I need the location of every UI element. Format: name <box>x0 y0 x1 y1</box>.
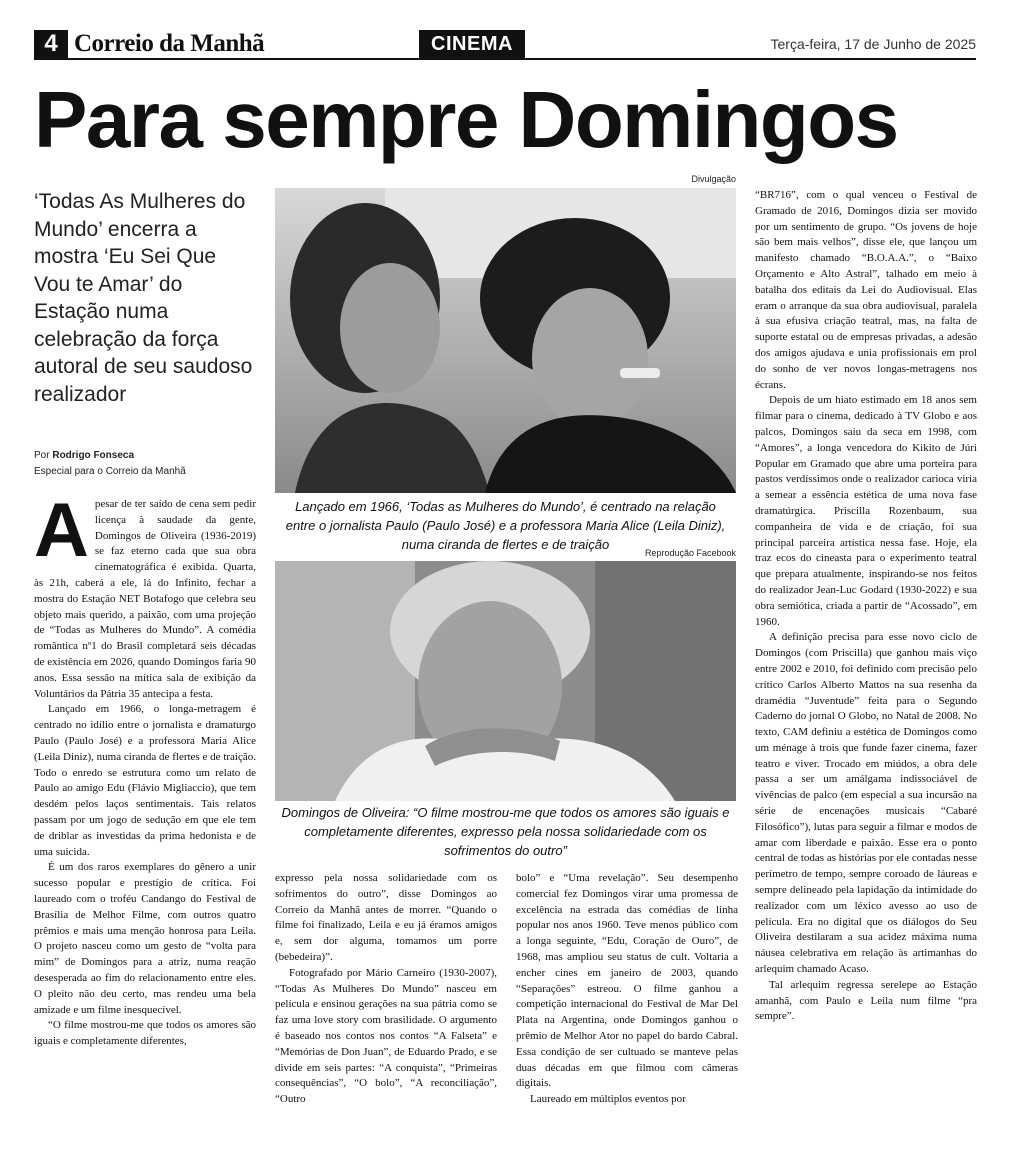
page-number: 4 <box>34 30 68 58</box>
article-paragraph: Lançado em 1966, o longa-metragem é centrado no idílio entre o jornalista e dramaturgo Paulo (Paulo José) e a professora Maria Alice (Leila Diniz), numa ciranda de flertes e de traição. Todo o enredo se estrutura como um relato de Paulo ao amigo Edu (Flávio Migliaccio), que tem desdém pelos laços sentimentais. Tais relatos passam por um jogo de sedução em que ele tem de driblar as investidas da prima hedonista e de uma suicida. <box>34 703 256 858</box>
photo-credit: Reprodução Facebook <box>644 548 736 558</box>
header-rule <box>34 58 976 60</box>
article-paragraph: Depois de um hiato estimado em 18 anos sem filmar para o cinema, dedicado à TV Globo e aos palcos, Domingos saiu da seca em 1998, com “Amores”, a longa vencedora do Kikito de Júri Popular em Gramado que abre uma porteira para pastos verdíssimos onde o realizador carioca viria a semear a essência estética de uma nova fase dramatúrgica. Priscilla Rozenbaum, sua companheira de vida e de criação, foi sua principal parceira artística nessa fase. Hoje, ela traz ecos do cineasta para o experimento teatral que prepara atualmente, inspirando-se nos feitos do realizador Jean-Luc Godard (1930-2022) e sua obra semiótica, criada a partir de “Acossado”, em 1960. <box>755 394 977 628</box>
film-still-image <box>275 188 736 493</box>
article-paragraph: bolo” e “Uma revelação”. Seu desempenho comercial fez Domingos virar uma promessa de excelência na estrada das comédias de linha popular nos anos 1960. Teve menos público com a longa seguinte, “Edu, Coração de Ouro”, de 1968, mas ampliou seu status de cult. Voltaria a encher cines em janeiro de 2003, quando “Separações” estreou. O filme ganhou a competição internacional do Festival de Mar Del Plata na Argentina, onde Domingos ganhou o prêmio de Melhor Ator no papel do bardo Cabral. Essa condição de ser cultuado se manteve pelas duas décadas em que filmou com câmeras digitais. <box>516 872 738 1090</box>
film-still-photo <box>275 188 736 493</box>
masthead: Correio da Manhã <box>74 30 265 57</box>
article-column-4 <box>755 188 977 1025</box>
article-paragraph: É um dos raros exemplares do gênero a unir sucesso popular e prestígio de crítica. Foi laureado com o troféu Candango do Festival de Brasília de Melhor Filme, com outros quatro prêmios e mais uma menção honrosa para Leila. O projeto nasceu como um gesto de “volta para mim” de Domingos para a atriz, numa reação desesperada ao fim do relacionamento entre eles. O pleito não deu certo, mas rendeu uma bela amizade e um filme inesquecível. <box>34 861 256 1016</box>
photo-caption: Domingos de Oliveira: “O filme mostrou-me que todos os amores são iguais e completamente diferentes, expresso pela nossa solidariedade com os sofrimentos do outro” <box>281 805 730 858</box>
byline-prefix: Por <box>34 450 50 461</box>
byline-author: Rodrigo Fonseca <box>52 450 135 461</box>
issue-date: Terça-feira, 17 de Junho de 2025 <box>770 36 976 52</box>
byline-affiliation: Especial para o Correio da Manhã <box>34 466 186 477</box>
byline-author-line <box>34 448 186 464</box>
article-paragraph: “BR716”, com o qual venceu o Festival de Gramado de 2016, Domingos dizia ser movido por um sentimento de grupo. “Os jovens de hoje são bem mais velhos”, disse ele, que lançou um manifesto chamado “B.O.A.A.”, o “Baixo Orçamento e Alto Astral”, talhado em meio à batalha dos editais da Lei do Audiovisual. Elas eram o arranque da sua obra audiovisual, paralela à sua efusiva criação teatral, mas, na falta de suporte estatal ou de empresas privadas, a adesão dos amigos ajudava e unia profissionais em prol do sonho de ver novos longas-metragens nos écrans. <box>755 189 977 391</box>
section-label: CINEMA <box>419 30 525 58</box>
portrait-photo <box>275 561 736 801</box>
photo-credit: Divulgação <box>691 174 736 184</box>
byline <box>34 448 186 480</box>
article-paragraph: A definição precisa para esse novo ciclo de Domingos (com Priscilla) que ganhou mais viço entre 2002 e 2010, foi definido com precisão pelo crítico Carlos Alberto Mattos na sua resenha da dramédia “Juventude” feita para o Segundo Caderno do jornal O Globo, no Natal de 2008. No texto, CAM definiu a estética de Domingos como um ménage à trois que funde fazer cinema, fazer teatro e viver. Trocado em miúdos, a obra dele passa a ser um amálgama indissociável de vivências de palco (em especial a sua incursão na série de encenações musicais “Cabaré Filosófico”), lutas para seguir a filmar e modos de amar com liberdade e paixão. Esse era o ponto central de todas as histórias por ele contadas nesse perímetro de tempo, sempre coroado de láureas e sempre delineado pela lapidação da intimidade do realizador com um léxico avesso ao uso de película. Era no digital que os diálogos do Seu Oliveira destilaram a sua acidez máxima numa náusea celebrativa em relação às artimanhas do arlequim chamado Acaso. <box>755 631 977 976</box>
deck: ‘Todas As Mulheres do Mundo’ encerra a mostra ‘Eu Sei Que Vou te Amar’ do Estação numa celebração da força autoral de seu saudoso realizador <box>34 190 253 406</box>
article-paragraph: Laureado em múltiplos eventos por <box>530 1093 686 1106</box>
article-paragraph: Fotografado por Mário Carneiro (1930-2007), “Todas As Mulheres Do Mundo” nasceu em película e ensinou gerações na sua pátria como se faz uma love story com brasilidade. O argumento é baseado nos contos nos contos “A Falseta” e “Memórias de Don Juan”, de Eduardo Prado, e se divide em seis partes: “A conquista”, “Primeiras consequências”, “O bolo”, “A reconciliação”, “Outro <box>275 966 497 1106</box>
portrait-image <box>275 561 736 801</box>
article-paragraph: Tal arlequim regressa serelepe ao Estação amanhã, com Paulo e Leila num filme “pra sempre”. <box>755 978 977 1023</box>
article-paragraph: “O filme mostrou-me que todos os amores são iguais e completamente diferentes, <box>34 1019 256 1048</box>
photo-caption: Lançado em 1966, ‘Todas as Mulheres do Mundo’, é centrado na relação entre o jornalista Paulo (Paulo José) e a professora Maria Alice (Leila Diniz), numa ciranda de flertes e de traição <box>285 499 726 552</box>
headline: Para sempre Domingos <box>34 75 898 164</box>
article-column-2 <box>275 871 497 1108</box>
article-column-3 <box>516 871 738 1108</box>
article-column-1 <box>34 488 256 1050</box>
drop-cap: A <box>34 488 89 573</box>
article-paragraph: pesar de ter saído de cena sem pedir licença à saudade da gente, Domingos de Oliveira (1936-2019) se faz eterno cada que sua obra cinematográfica é exibida. Quarta, às 21h, caberá a ele, lá do Infinito, fechar a mostra do Estação NET Botafogo que celebra seu objeto mais querido, a paixão, com uma projeção de “Todas as Mulheres do Mundo”. A comédia romântica nº1 do Brasil completará seis décadas de existência em 2026, quando Domingos faria 90 anos. Essa sessão na mítica sala de exibição da Voluntários da Pátria 35 antecipa a festa. <box>34 498 256 700</box>
article-paragraph: expresso pela nossa solidariedade com os sofrimentos do outro”, disse Domingos ao Correio da Manhã antes de morrer. “Quando o filme foi finalizado, Leila e eu já éramos amigos e, sem dor alguma, tomamos um porre (bebedeira)”. <box>275 872 497 963</box>
